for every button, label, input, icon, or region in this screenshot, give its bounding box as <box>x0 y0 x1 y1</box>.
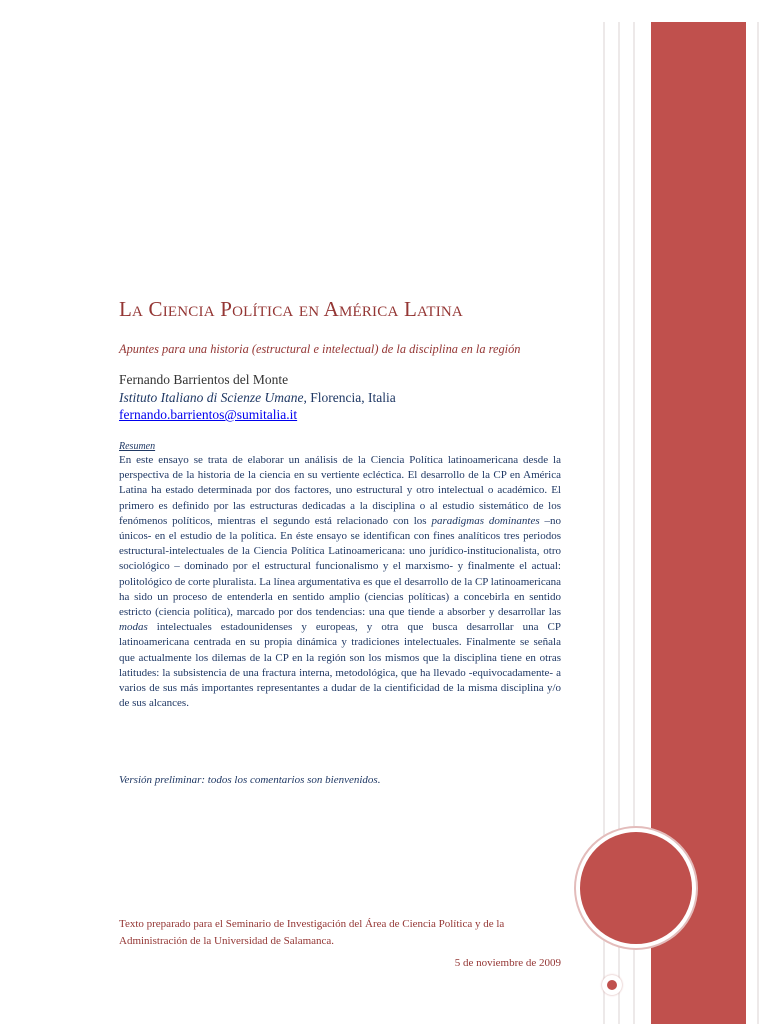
abstract-heading: Resumen <box>119 441 156 452</box>
document-title: La Ciencia Política en América Latina <box>119 297 463 321</box>
decorative-small-circle-dot <box>607 980 617 990</box>
document-date: 5 de noviembre de 2009 <box>454 957 561 969</box>
decorative-vertical-line <box>757 22 759 1024</box>
document-subtitle: Apuntes para una historia (estructural e intelectual) de la disciplina en la región <box>119 342 521 356</box>
prepared-for-note: Texto preparado para el Seminario de Investigación del Área de Ciencia Política y de la Administración de la Universidad de Salamanca. <box>119 918 505 947</box>
abstract-text-part: –no únicos- en el estudio de la política. En éste ensayo se identifican con fines analíticos tres periodos estructural-intelectuales de la Ciencia Política Latinoamericana: uno jurídico-institucionalista, otro sociológico – dominado por el estructural funcionalismo y el marxismo- y finalmente el actual: politológico de corte pluralista. La línea argumentativa es que el desarrollo de la CP latinoamericana ha sido un proceso de entenderla en sentido amplio (ciencias políticas) a concebirla en sentido estricto (ciencia política), marcado por dos tendencias: una que tiende a absorber y desarrollar las <box>119 514 562 619</box>
abstract-emphasis: paradigmas dominantes <box>431 514 540 527</box>
author-affiliation <box>119 390 396 406</box>
abstract-text-part: intelectuales estadounidenses y europeas, y otra que busca desarrollar una CP latinoamericana centrada en su propia dinámica y tradiciones intelectuales. Finalmente se señala que actualmente los dilemas de la CP en la región son los mismos que la disciplina tiene en otras latitudes: la subsistencia de una fractura interna, metodológica, que ha llevado -equivocadamente- a varios de sus más importantes representantes a dudar de la cientificidad de la misma disciplina y/o de sus alcances. <box>119 621 561 710</box>
decorative-small-circle <box>602 975 622 995</box>
abstract-text <box>119 453 561 711</box>
abstract-text-part: En este ensayo se trata de elaborar un análisis de la Ciencia Política latinoamericana desde la perspectiva de la historia de la ciencia en su vertiente ecléctica. El desarrollo de la CP en América Latina ha estado determinada por dos factores, uno estructural y otro intelectual o académico. El primero es definido por las estructuras dedicadas a la disciplina o al estudio sistemático de los fenómenos políticos, mientras el segundo está relacionado con los <box>119 454 561 527</box>
institution-location: , Florencia, Italia <box>303 390 396 405</box>
abstract-emphasis: modas <box>119 621 148 634</box>
institution-name: Istituto Italiano di Scienze Umane <box>119 390 304 405</box>
decorative-large-circle <box>576 828 696 948</box>
author-email-link[interactable]: fernando.barrientos@sumitalia.it <box>119 407 298 422</box>
author-name: Fernando Barrientos del Monte <box>119 372 289 387</box>
version-note: Versión preliminar: todos los comentarios son bienvenidos. <box>119 774 381 786</box>
